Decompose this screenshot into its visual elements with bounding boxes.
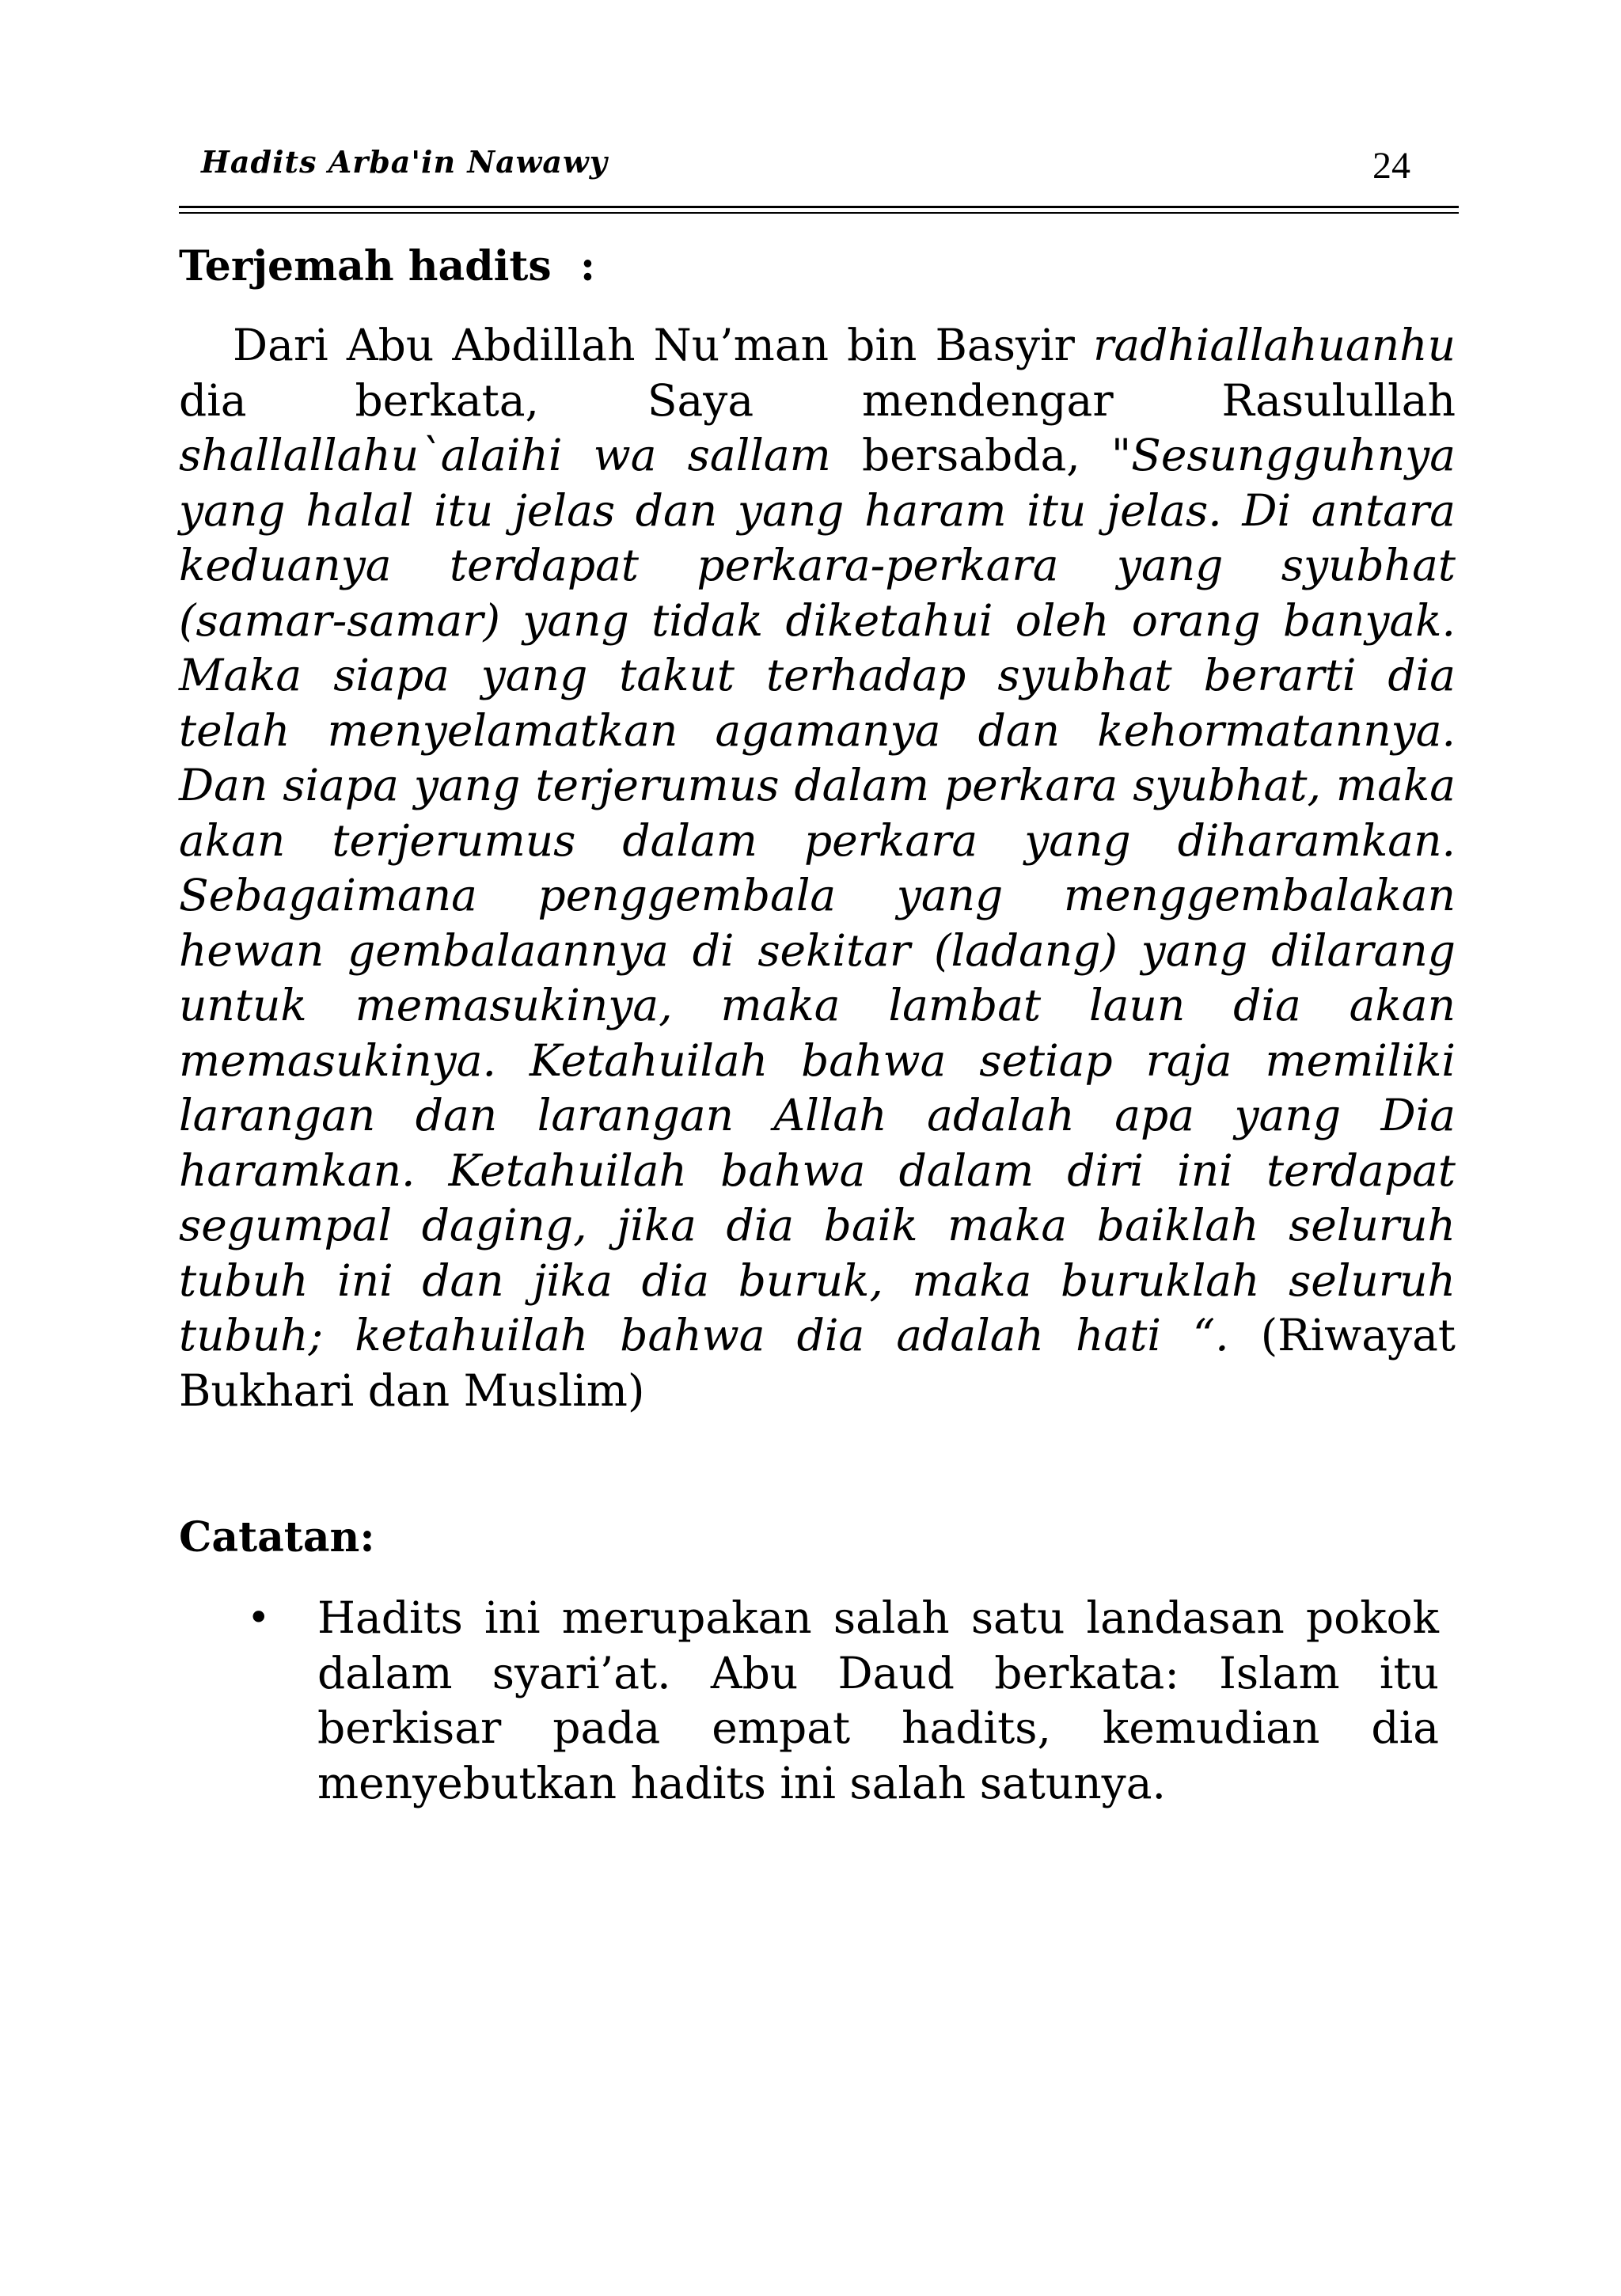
page-number: 24 — [1372, 145, 1410, 187]
hadith-source: (Riwayat Bukhari dan Muslim) — [179, 1310, 1456, 1416]
narrator-text: Dari Abu Abdillah Nu’man bin Basyir — [233, 320, 1094, 370]
translation-paragraph — [179, 318, 1456, 1418]
running-title: Hadits Arba'in Nawawy — [201, 144, 608, 180]
narration-text: dia berkata, Saya mendengar Rasulullah — [179, 374, 1456, 426]
honorific-shalawat: shallallahu`alaihi wa sallam — [179, 430, 831, 480]
honorific-radhiallahuanhu: radhiallahuanhu — [1093, 320, 1456, 370]
header-rule-thin — [179, 212, 1459, 214]
bullet-icon: • — [247, 1595, 271, 1641]
notes-heading: Catatan: — [179, 1513, 375, 1562]
hadith-quote: "Sesungguhnya yang halal itu jelas dan yang haram itu jelas. Di antara keduanya terdapat perkara-perkara yang syubhat (samar-samar) yang tidak diketahui oleh orang banyak. Maka siapa yang takut terhadap syubhat berarti dia telah menyelamatkan agamanya dan kehormatannya. Dan siapa yang terjerumus dalam perkara syubhat, maka akan terjerumus dalam perkara yang diharamkan. Sebagaimana penggembala yang menggembalakan hewan gembalaannya di sekitar (ladang) yang dilarang untuk memasukinya, maka lambat laun dia akan memasukinya. Ketahuilah bahwa setiap raja memiliki larangan dan larangan Allah adalah apa yang Dia haramkan. Ketahuilah bahwa dalam diri ini terdapat segumpal daging, jika dia baik maka baiklah seluruh tubuh ini dan jika dia buruk, maka buruklah seluruh tubuh; ketahuilah bahwa dia adalah hati “. — [179, 430, 1456, 1361]
note-text: Hadits ini merupakan salah satu landasan pokok dalam syari’at. Abu Daud berkata: Islam itu berkisar pada empat hadits, kemudian dia menyebutkan hadits ini salah satunya. — [317, 1592, 1439, 1808]
notes-list — [179, 1591, 1456, 1811]
said-text: bersabda, — [830, 430, 1111, 480]
list-item — [179, 1591, 1439, 1811]
translation-heading: Terjemah hadits : — [179, 242, 596, 290]
header-rule-thick — [179, 206, 1459, 208]
